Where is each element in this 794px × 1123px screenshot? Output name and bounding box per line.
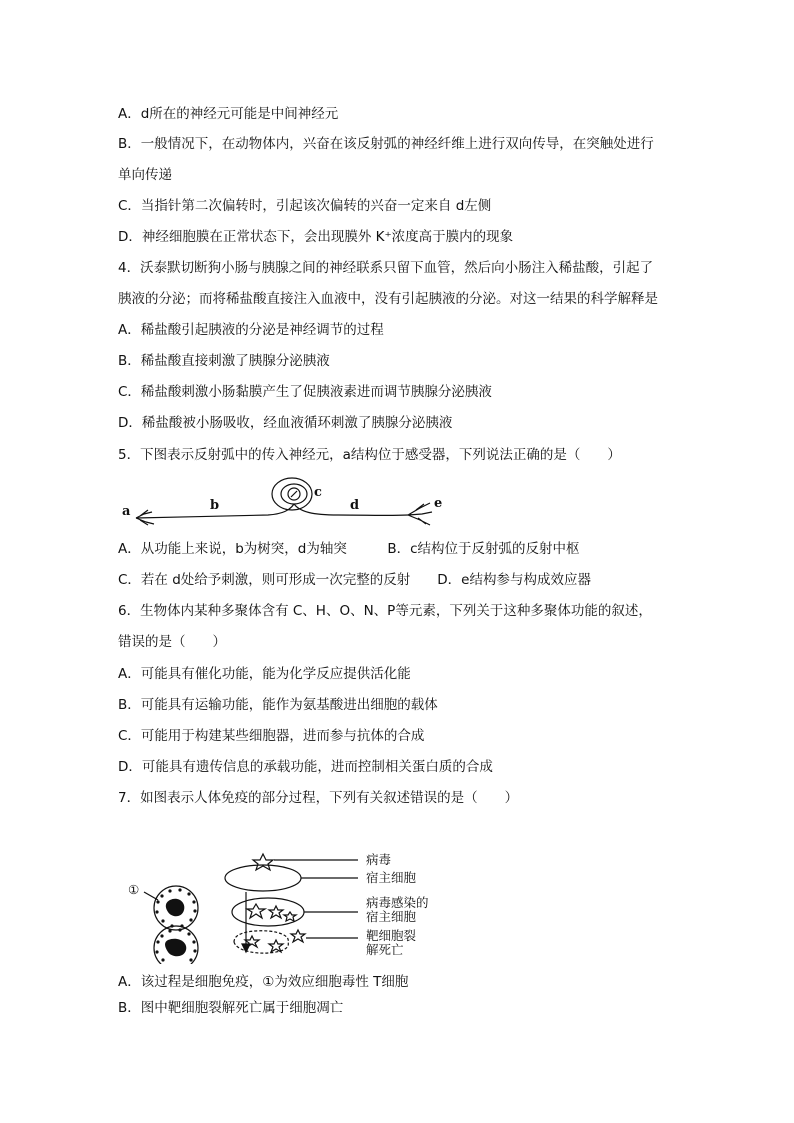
label-target-2: 解死亡 xyxy=(366,942,404,957)
label-d: d xyxy=(350,498,360,513)
text-line-4: C．当指针第二次偏转时，引起该次偏转的兴奋一定来自 d左侧 xyxy=(118,198,492,214)
question-5-options-cd: C．若在 d处给予刺激，则可形成一次完整的反射 D．e结构参与构成效应器 xyxy=(118,572,591,588)
text-line-5: D．神经细胞膜在正常状态下，会出现膜外 K⁺浓度高于膜内的现象 xyxy=(118,229,514,245)
question-5-options-ab: A．从功能上来说，b为树突，d为轴突 B．c结构位于反射弧的反射中枢 xyxy=(118,541,580,557)
question-7-stem: 7．如图表示人体免疫的部分过程，下列有关叙述错误的是（ ） xyxy=(118,790,519,806)
question-6-option-b: B．可能具有运输功能，能作为氨基酸进出细胞的载体 xyxy=(118,697,438,713)
question-7-option-b: B．图中靶细胞裂解死亡属于细胞凋亡 xyxy=(118,1000,344,1016)
question-6-option-c: C．可能用于构建某些细胞器，进而参与抗体的合成 xyxy=(118,728,425,744)
immune-figure xyxy=(118,844,538,964)
question-6-option-a: A．可能具有催化功能，能为化学反应提供活化能 xyxy=(118,666,411,682)
label-target-1: 靶细胞裂 xyxy=(366,928,417,943)
question-6-stem-2: 错误的是（ ） xyxy=(118,634,226,650)
question-4-line-2: 胰液的分泌；而将稀盐酸直接注入血液中，没有引起胰液的分泌。对这一结果的科学解释是 xyxy=(118,291,658,307)
label-virus: 病毒 xyxy=(366,852,392,867)
question-5-stem: 5．下图表示反射弧中的传入神经元，a结构位于感受器，下列说法正确的是（ ） xyxy=(118,447,621,463)
question-4-option-b: B．稀盐酸直接刺激了胰腺分泌胰液 xyxy=(118,353,330,369)
label-infected-1: 病毒感染的 xyxy=(366,895,429,910)
neuron-figure xyxy=(118,470,448,532)
question-4-line-1: 4．沃泰默切断狗小肠与胰腺之间的神经联系只留下血管，然后向小肠注入稀盐酸，引起了 xyxy=(118,260,654,276)
label-e: e xyxy=(434,496,443,511)
label-a: a xyxy=(122,504,131,519)
text-line-3: 单向传递 xyxy=(118,167,172,183)
question-6-option-d: D．可能具有遗传信息的承载功能，进而控制相关蛋白质的合成 xyxy=(118,759,493,775)
label-host-cell: 宿主细胞 xyxy=(366,870,417,885)
label-b: b xyxy=(210,498,220,513)
label-c: c xyxy=(314,485,322,500)
marker-1: ① xyxy=(128,882,140,897)
text-line-2: B．一般情况下，在动物体内，兴奋在该反射弧的神经纤维上进行双向传导，在突触处进行 xyxy=(118,136,654,152)
question-7-option-a: A．该过程是细胞免疫，①为效应细胞毒性 T细胞 xyxy=(118,974,409,990)
question-4-option-a: A．稀盐酸引起胰液的分泌是神经调节的过程 xyxy=(118,322,384,338)
label-infected-2: 宿主细胞 xyxy=(366,909,417,924)
question-4-option-c: C．稀盐酸刺激小肠黏膜产生了促胰液素进而调节胰腺分泌胰液 xyxy=(118,384,492,400)
question-6-stem-1: 6．生物体内某种多聚体含有 C、H、O、N、P等元素，下列关于这种多聚体功能的叙述， xyxy=(118,603,652,619)
question-4-option-d: D．稀盐酸被小肠吸收，经血液循环刺激了胰腺分泌胰液 xyxy=(118,415,453,431)
text-line-1: A．d所在的神经元可能是中间神经元 xyxy=(118,106,339,122)
